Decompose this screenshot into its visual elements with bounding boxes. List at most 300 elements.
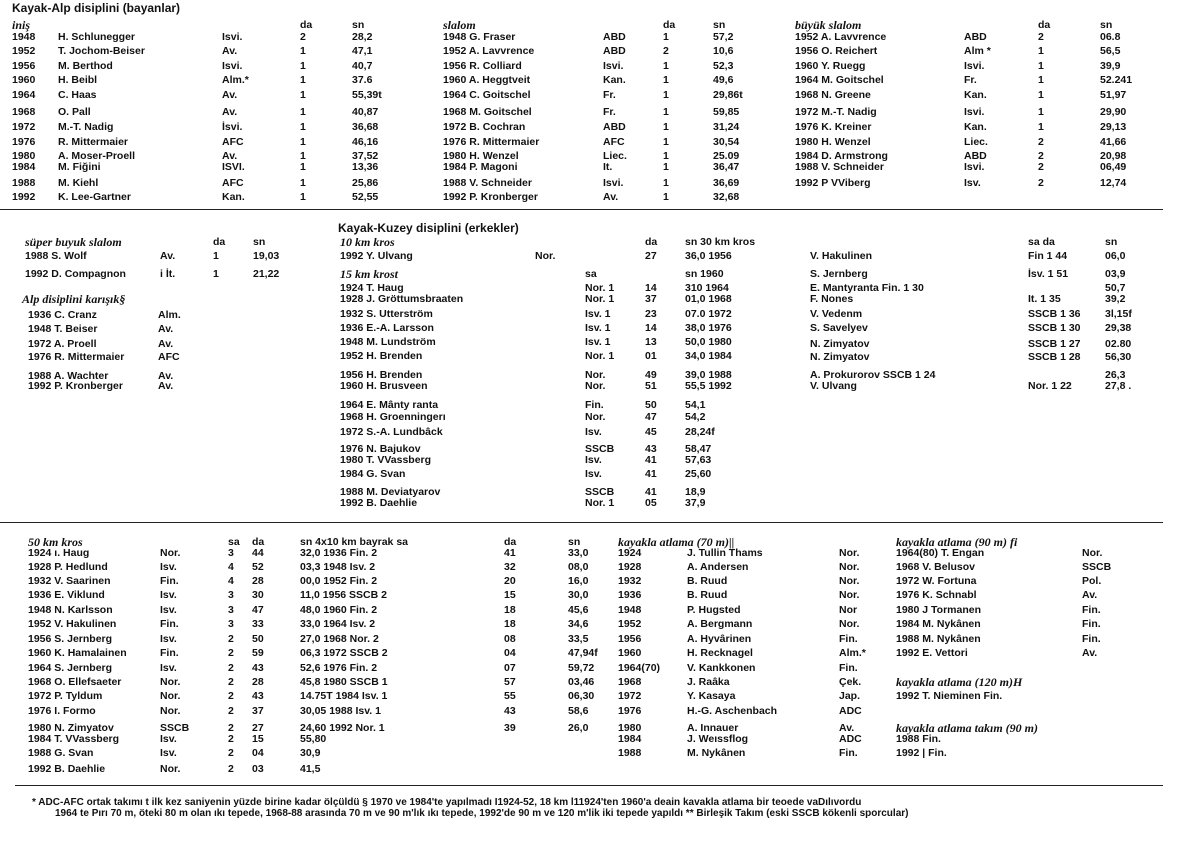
table-cell: 1992 — [12, 191, 36, 203]
table-cell: Av. — [222, 106, 238, 118]
table-cell: Av. — [839, 722, 855, 734]
table-cell: 1960 — [618, 647, 642, 659]
table-cell: 49,6 — [713, 74, 734, 86]
table-cell: 50,7 — [1105, 282, 1126, 294]
table-cell: S. Savelyev — [810, 322, 868, 334]
table-cell: J. Weıssflog — [687, 733, 749, 745]
table-cell: 47,94f — [568, 647, 598, 659]
table-cell: 2 — [228, 722, 234, 734]
table-cell: 1 — [1038, 106, 1044, 118]
table-cell: Isv. — [964, 177, 981, 189]
table-cell: 1956 — [618, 633, 642, 645]
table-cell: 1992 P VViberg — [795, 177, 871, 189]
table-cell: 2 — [1038, 161, 1044, 173]
table-cell: 28,2 — [352, 31, 373, 43]
table-cell: 45,6 — [568, 604, 589, 616]
table-cell: Pol. — [1082, 575, 1102, 587]
table-cell: 1956 S. Jernberg — [28, 633, 113, 645]
table-cell: 02.80 — [1105, 338, 1132, 350]
table-cell: Çek. — [839, 676, 862, 688]
table-cell: 3 — [228, 604, 234, 616]
table-cell: Isv. — [160, 561, 177, 573]
table-cell: E. Mantyranta Fin. 1 30 — [810, 282, 924, 294]
table-cell: 27,0 1968 Nor. 2 — [300, 633, 379, 645]
table-cell: 1 — [213, 250, 219, 262]
table-cell: 1924 T. Haug — [340, 282, 404, 294]
table-cell: 29,13 — [1100, 121, 1127, 133]
table-cell: It. — [603, 161, 613, 173]
table-cell: 52,6 1976 Fin. 2 — [300, 662, 378, 674]
table-cell: 1 — [663, 31, 669, 43]
table-cell: 27 — [645, 250, 657, 262]
column-header: büyük slalom — [795, 18, 862, 32]
table-cell: 1948 — [12, 31, 36, 43]
table-cell: 20,98 — [1100, 150, 1127, 162]
table-cell: 43 — [645, 443, 657, 455]
table-cell: 33,5 — [568, 633, 589, 645]
column-header: da — [504, 536, 517, 548]
table-cell: 2 — [1038, 150, 1044, 162]
table-cell: 39,2 — [1105, 293, 1126, 305]
column-header: sa da — [1028, 236, 1055, 248]
table-cell: Nor. — [585, 411, 606, 423]
table-cell: 1 — [300, 136, 306, 148]
table-cell: 2 — [663, 45, 669, 57]
column-header: sn 4x10 km bayrak sa — [300, 536, 408, 548]
table-cell: 1972 B. Cochran — [443, 121, 526, 133]
alpine-women-title: Kayak-Alp disiplini (bayanlar) — [12, 1, 181, 15]
table-cell: 01 — [645, 350, 657, 362]
table-cell: 1976 — [12, 136, 36, 148]
table-cell: 43 — [504, 705, 516, 717]
table-cell: 1948 — [618, 604, 642, 616]
table-cell: 41 — [645, 454, 657, 466]
table-cell: Isvi. — [964, 60, 985, 72]
table-cell: 1988 M. Nykânen — [896, 633, 981, 645]
table-cell: 27 — [252, 722, 264, 734]
table-cell: Fin. — [839, 747, 858, 759]
table-cell: 24,60 1992 Nor. 1 — [300, 722, 385, 734]
table-cell: ABD — [964, 150, 987, 162]
table-cell: 50 — [252, 633, 264, 645]
table-cell: 1 — [300, 177, 306, 189]
table-cell: 18 — [504, 604, 516, 616]
table-cell: 06,3 1972 SSCB 2 — [300, 647, 388, 659]
table-cell: Fin 1 44 — [1028, 250, 1068, 262]
table-cell: V. Vedenm — [810, 308, 863, 320]
table-cell: Isv. — [160, 747, 177, 759]
table-cell: 39,0 1988 — [685, 369, 732, 381]
table-cell: 57,2 — [713, 31, 734, 43]
table-cell: H. Recknagel — [687, 647, 753, 659]
table-cell: 2 — [300, 31, 306, 43]
table-cell: Fin. — [839, 633, 858, 645]
section-divider-2 — [0, 522, 1163, 523]
table-cell: 13,36 — [352, 161, 379, 173]
table-cell: ABD — [603, 45, 626, 57]
column-header: sn — [568, 536, 581, 548]
table-cell: AFC — [158, 351, 180, 363]
table-cell: 1964(80) T. Engan — [896, 547, 985, 559]
table-cell: 25,86 — [352, 177, 379, 189]
table-cell: Nor. — [585, 369, 606, 381]
table-cell: 1960 Y. Ruegg — [795, 60, 866, 72]
table-cell: 43 — [252, 690, 264, 702]
column-header: kayakla atlama takım (90 m) — [896, 721, 1038, 735]
table-cell: 1948 G. Fraser — [443, 31, 516, 43]
table-cell: 1 — [663, 150, 669, 162]
table-cell: Nor. — [839, 575, 860, 587]
table-cell: 51 — [645, 380, 657, 392]
table-cell: 1924 — [618, 547, 642, 559]
table-cell: 45 — [645, 426, 657, 438]
table-cell: 1948 N. Karlsson — [28, 604, 113, 616]
table-cell: M. Fiğini — [58, 161, 101, 173]
section-divider-3 — [15, 785, 1163, 786]
table-cell: 48,0 1960 Fin. 2 — [300, 604, 378, 616]
column-header: da — [663, 19, 676, 31]
table-cell: Isvi. — [964, 161, 985, 173]
table-cell: 52,55 — [352, 191, 379, 203]
table-cell: 34,0 1984 — [685, 350, 732, 362]
table-cell: 32 — [504, 561, 516, 573]
table-cell: Av. — [158, 338, 174, 350]
table-cell: SSCB 1 28 — [1028, 351, 1081, 363]
table-cell: 49 — [645, 369, 657, 381]
table-cell: 4 — [228, 561, 234, 573]
table-cell: 03 — [252, 763, 264, 775]
table-cell: A. Moser-Proell — [58, 150, 136, 162]
table-cell: Kan. — [603, 74, 626, 86]
table-cell: ISVI. — [222, 161, 245, 173]
table-cell: Isv. — [160, 604, 177, 616]
table-cell: 00,0 1952 Fin. 2 — [300, 575, 378, 587]
table-cell: ABD — [964, 31, 987, 43]
table-cell: 1956 O. Reichert — [795, 45, 878, 57]
table-cell: Isvi. — [603, 60, 624, 72]
table-cell: 1924 ı. Haug — [28, 547, 90, 559]
table-cell: 41 — [504, 547, 516, 559]
table-cell: Jap. — [839, 690, 861, 702]
column-header: sn — [253, 236, 266, 248]
table-cell: 06,49 — [1100, 161, 1127, 173]
table-cell: SSCB — [585, 443, 615, 455]
table-cell: 1992 P. Kronberger — [28, 380, 123, 392]
table-cell: M. Kiehl — [58, 177, 99, 189]
table-cell: 1 — [213, 268, 219, 280]
table-cell: 27,8 . — [1105, 380, 1132, 392]
table-cell: Isvi. — [222, 60, 243, 72]
table-cell: 1952 V. Hakulinen — [28, 618, 117, 630]
table-cell: AFC — [603, 136, 625, 148]
table-cell: 1 — [300, 121, 306, 133]
table-cell: 1992 | Fin. — [896, 747, 947, 759]
column-header: iniş — [12, 18, 31, 32]
table-cell: 1968 M. Goitschel — [443, 106, 532, 118]
table-cell: 1 — [663, 136, 669, 148]
table-cell: 1988 V. Schneider — [795, 161, 884, 173]
table-cell: 50,0 1980 — [685, 336, 732, 348]
table-cell: 29,90 — [1100, 106, 1127, 118]
table-cell: 1956 R. Colliard — [443, 60, 522, 72]
table-cell: 1964 E. Mânty ranta — [340, 399, 439, 411]
table-cell: 1 — [1038, 89, 1044, 101]
table-cell: 01,0 1968 — [685, 293, 732, 305]
table-cell: Isv. — [585, 426, 602, 438]
table-cell: 2 — [1038, 31, 1044, 43]
column-header: 10 km kros — [340, 235, 395, 249]
table-cell: Isvi. — [964, 106, 985, 118]
table-cell: 1 — [663, 177, 669, 189]
table-cell: 1984 P. Magoni — [443, 161, 518, 173]
table-cell: 1 — [300, 60, 306, 72]
table-cell: H. Beibl — [58, 74, 98, 86]
table-cell: A. Bergmann — [687, 618, 753, 630]
table-cell: 1976 — [618, 705, 642, 717]
table-cell: J. Tullin Thams — [687, 547, 763, 559]
table-cell: 1956 — [12, 60, 36, 72]
table-cell: 29,86t — [713, 89, 743, 101]
table-cell: 06,0 — [1105, 250, 1126, 262]
table-cell: 1972 P. Tyldum — [28, 690, 103, 702]
table-cell: S. Jernberg — [810, 268, 868, 280]
table-cell: R. Mittermaier — [58, 136, 129, 148]
table-cell: Alm.* — [839, 647, 866, 659]
table-cell: 57,63 — [685, 454, 712, 466]
table-cell: 59,72 — [568, 662, 595, 674]
table-cell: 2 — [228, 763, 234, 775]
table-cell: M.-T. Nadig — [58, 121, 114, 133]
table-cell: O. Pall — [58, 106, 91, 118]
table-cell: 44 — [252, 547, 264, 559]
table-cell: 1980 H. Wenzel — [443, 150, 519, 162]
table-cell: 56,5 — [1100, 45, 1121, 57]
table-cell: Nor. 1 22 — [1028, 380, 1072, 392]
table-cell: 41 — [645, 468, 657, 480]
table-cell: 14.75T 1984 Isv. 1 — [300, 690, 388, 702]
table-cell: 36,69 — [713, 177, 740, 189]
table-cell: 1992 D. Compagnon — [25, 268, 126, 280]
table-cell: Isv. — [160, 633, 177, 645]
table-cell: 310 1964 — [685, 282, 729, 294]
table-cell: 46,16 — [352, 136, 379, 148]
table-cell: 26,3 — [1105, 369, 1126, 381]
table-cell: Liec. — [964, 136, 988, 148]
table-cell: Nor. — [839, 618, 860, 630]
table-cell: 03,46 — [568, 676, 595, 688]
table-cell: 36,68 — [352, 121, 379, 133]
table-cell: 23 — [645, 308, 657, 320]
table-cell: 1972 A. Proell — [28, 338, 97, 350]
table-cell: 1984 — [618, 733, 642, 745]
table-cell: 1976 R. Mittermaier — [443, 136, 540, 148]
column-header: sn — [352, 19, 365, 31]
table-cell: 1988 — [618, 747, 642, 759]
table-cell: 1968 — [618, 676, 642, 688]
table-cell: 37,9 — [685, 497, 706, 509]
table-cell: 1964 C. Goitschel — [443, 89, 531, 101]
table-cell: 1980 T. VVassberg — [340, 454, 432, 466]
footnote-line-2: 1964 te Pırı 70 m, öteki 80 m olan ıkı tepede, 1968-88 arasında 70 m ve 90 m'lık ıkı tepede, 1992'de 90 m ve 120 m'lik iki tepede yapıldı ** Birleşik Takım (eski SSCB kökenli sporcular) — [55, 808, 909, 819]
table-cell: 30,54 — [713, 136, 740, 148]
table-cell: 50 — [645, 399, 657, 411]
table-cell: 1968 V. Belusov — [896, 561, 975, 573]
table-cell: 25,60 — [685, 468, 712, 480]
table-cell: 1980 H. Wenzel — [795, 136, 871, 148]
table-cell: Alm * — [964, 45, 991, 57]
table-cell: 33 — [252, 618, 264, 630]
table-cell: 1992 Y. Ulvang — [340, 250, 413, 262]
table-cell: Nor. 1 — [585, 497, 615, 509]
column-header: kayakla atlama (70 m)|| — [618, 535, 735, 549]
table-cell: 2 — [1038, 177, 1044, 189]
table-cell: V. Ulvang — [810, 380, 857, 392]
table-cell: 32,68 — [713, 191, 740, 203]
table-cell: 06.8 — [1100, 31, 1121, 43]
table-cell: 41,5 — [300, 763, 321, 775]
table-cell: Alm.* — [222, 74, 249, 86]
column-header: sn 1960 — [685, 268, 724, 280]
table-cell: 1 — [663, 74, 669, 86]
table-cell: 51,97 — [1100, 89, 1127, 101]
table-cell: 13 — [645, 336, 657, 348]
table-cell: 1 — [300, 74, 306, 86]
table-cell: Fin. — [585, 399, 604, 411]
table-cell: 30,9 — [300, 747, 321, 759]
table-cell: 1980 — [12, 150, 36, 162]
table-cell: 1 — [663, 89, 669, 101]
table-cell: 1964(70) — [618, 662, 661, 674]
column-header: süper buyuk slalom — [25, 235, 122, 249]
table-cell: 1976 I. Formo — [28, 705, 96, 717]
table-cell: Isv. 1 — [585, 308, 611, 320]
column-header: sn 30 km kros — [685, 236, 756, 248]
table-cell: 04 — [252, 747, 264, 759]
table-cell: A. Prokurorov SSCB 1 24 — [810, 369, 936, 381]
table-cell: 06,30 — [568, 690, 595, 702]
table-cell: 1984 — [12, 161, 36, 173]
table-cell: 1 — [1038, 45, 1044, 57]
table-cell: 1988 V. Schneider — [443, 177, 532, 189]
table-cell: Nor. 1 — [585, 350, 615, 362]
table-cell: Nor. — [839, 561, 860, 573]
table-cell: Av. — [160, 250, 176, 262]
table-cell: 3 — [228, 618, 234, 630]
table-cell: 18 — [504, 618, 516, 630]
table-cell: 08 — [504, 633, 516, 645]
column-header: sn — [1105, 236, 1118, 248]
table-cell: 1992 P. Kronberger — [443, 191, 538, 203]
table-cell: 14 — [645, 282, 657, 294]
table-cell: C. Haas — [58, 89, 97, 101]
table-cell: Nor. 1 — [585, 282, 615, 294]
table-cell: Fin. — [160, 647, 179, 659]
table-cell: 1 — [663, 161, 669, 173]
table-cell: 16,0 — [568, 575, 589, 587]
table-cell: 1992 T. Nieminen Fin. — [896, 690, 1003, 702]
table-cell: 4 — [228, 575, 234, 587]
column-header: kayakla atlama (90 m) fi — [896, 535, 1018, 549]
table-cell: 1960 H. Brusveen — [340, 380, 428, 392]
table-cell: N. Zimyatov — [810, 351, 870, 363]
table-cell: 2 — [228, 676, 234, 688]
table-cell: 1980 — [618, 722, 642, 734]
table-cell: Isv. 1 — [585, 322, 611, 334]
table-cell: Av. — [1082, 647, 1098, 659]
table-cell: V. Kankkonen — [687, 662, 756, 674]
table-cell: Nor — [839, 604, 858, 616]
table-cell: B. Ruud — [687, 575, 728, 587]
table-cell: 1932 V. Saarinen — [28, 575, 111, 587]
table-cell: 36,0 1956 — [685, 250, 732, 262]
table-cell: 20 — [504, 575, 516, 587]
table-cell: 2 — [1038, 136, 1044, 148]
table-cell: Nor. — [160, 547, 181, 559]
table-cell: Y. Kasaya — [687, 690, 736, 702]
column-header: Alp disiplini karışık§ — [22, 292, 126, 306]
column-header: kayakla atlama (120 m)H — [896, 675, 1023, 689]
column-header: sn — [1100, 19, 1113, 31]
table-cell: 54,1 — [685, 399, 706, 411]
table-cell: 1992 B. Daehlie — [340, 497, 418, 509]
table-cell: 2 — [228, 647, 234, 659]
table-cell: 1988 Fin. — [896, 733, 941, 745]
table-cell: 03,3 1948 Isv. 2 — [300, 561, 376, 573]
table-cell: 37 — [645, 293, 657, 305]
table-cell: 1968 N. Greene — [795, 89, 871, 101]
table-cell: 1976 N. Bajukov — [340, 443, 421, 455]
table-cell: 54,2 — [685, 411, 706, 423]
table-cell: 1976 K. Kreiner — [795, 121, 872, 133]
table-cell: 45,8 1980 SSCB 1 — [300, 676, 388, 688]
table-cell: SSCB — [1082, 561, 1112, 573]
table-cell: J. Raâka — [687, 676, 730, 688]
table-cell: Fin. — [1082, 618, 1101, 630]
table-cell: 1992 B. Daehlie — [28, 763, 106, 775]
table-cell: 1948 M. Lundström — [340, 336, 436, 348]
table-cell: 41,66 — [1100, 136, 1127, 148]
table-cell: Alm. — [158, 309, 181, 321]
table-cell: Fin. — [1082, 604, 1101, 616]
table-cell: H. Schlunegger — [58, 31, 136, 43]
table-cell: 05 — [645, 497, 657, 509]
table-cell: 1952 A. Lavvrence — [795, 31, 887, 43]
table-cell: Isvi. — [603, 177, 624, 189]
table-cell: Av. — [1082, 589, 1098, 601]
table-cell: B. Ruud — [687, 589, 728, 601]
table-cell: 47,1 — [352, 45, 373, 57]
table-cell: 30 — [252, 589, 264, 601]
table-cell: SSCB 1 27 — [1028, 338, 1081, 350]
table-cell: Nor. — [160, 763, 181, 775]
column-header: da — [1038, 19, 1051, 31]
table-cell: 1948 T. Beiser — [28, 323, 98, 335]
column-header: slalom — [443, 18, 476, 32]
table-cell: 1 — [1038, 121, 1044, 133]
table-cell: ADC — [839, 733, 862, 745]
table-cell: 55 — [504, 690, 516, 702]
table-cell: 47 — [645, 411, 657, 423]
table-cell: 43 — [252, 662, 264, 674]
table-cell: 03,9 — [1105, 268, 1126, 280]
table-cell: 59 — [252, 647, 264, 659]
table-cell: ABD — [603, 31, 626, 43]
table-cell: 1 — [300, 45, 306, 57]
table-cell: İsvi. — [222, 121, 243, 133]
table-cell: 1960 A. Heggtveit — [443, 74, 531, 86]
table-cell: 57 — [504, 676, 516, 688]
table-cell: 28 — [252, 575, 264, 587]
